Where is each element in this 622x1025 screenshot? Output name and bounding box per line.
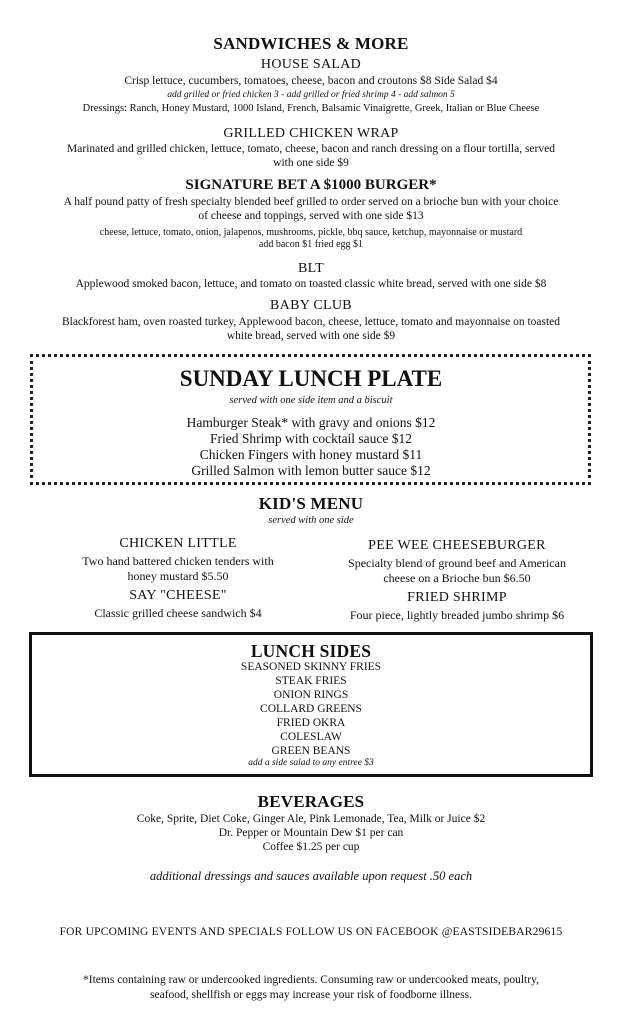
fried-shrimp-desc: Four piece, lightly breaded jumbo shrimp $6 [349,608,565,622]
sunday-heading: SUNDAY LUNCH PLATE [179,366,443,391]
blt-name: BLT [297,261,325,276]
sides-heading: LUNCH SIDES [250,641,372,661]
say-cheese-desc: Classic grilled cheese sandwich $4 [94,606,262,620]
beverages-heading: BEVERAGES [257,792,365,811]
burger-toppings: cheese, lettuce, tomato, onion, jalapenos, mushrooms, pickle, bbq sauce, ketchup, mayonnaise or mustard [99,227,523,238]
club-desc-line1: Blackforest ham, oven roasted turkey, Applewood bacon, cheese, lettuce, tomato and mayonnaise on toasted [61,316,561,328]
house-salad-desc: Crisp lettuce, cucumbers, tomatoes, cheese, bacon and croutons $8 Side Salad $4 [124,75,498,87]
chicken-little-desc-line1: Two hand battered chicken tenders with [82,554,274,568]
burger-extras: add bacon $1 fried egg $1 [258,239,364,250]
pee-wee-desc-line1: Specialty blend of ground beef and American [348,556,566,570]
side-item: SEASONED SKINNY FRIES [240,661,382,673]
fried-shrimp-name: FRIED SHRIMP [407,590,507,605]
sunday-subtitle: served with one side item and a biscuit [229,395,393,406]
kids-subtitle: served with one side [268,515,354,526]
chicken-little-name: CHICKEN LITTLE [119,536,237,551]
dressings-note: additional dressings and sauces available upon request .50 each [149,869,473,883]
pee-wee-name: PEE WEE CHEESEBURGER [368,538,546,553]
house-salad-name: HOUSE SALAD [260,57,362,72]
side-item: STEAK FRIES [275,675,347,687]
side-item: FRIED OKRA [276,717,346,729]
wrap-name: GRILLED CHICKEN WRAP [223,126,399,141]
sunday-item: Hamburger Steak* with gravy and onions $12 [186,415,436,430]
facebook-note: FOR UPCOMING EVENTS AND SPECIALS FOLLOW US ON FACEBOOK @EASTSIDEBAR29615 [59,926,563,938]
wrap-desc-line2: with one side $9 [273,157,349,169]
beverages-line1: Coke, Sprite, Diet Coke, Ginger Ale, Pink Lemonade, Tea, Milk or Juice $2 [136,813,486,825]
side-item: GREEN BEANS [271,745,351,757]
kids-right-column [318,538,596,623]
kids-left-column [40,536,316,621]
disclaimer-line1: *Items containing raw or undercooked ingredients. Consuming raw or undercooked meats, poultry, [83,974,539,986]
house-salad-dressings: Dressings: Ranch, Honey Mustard, 1000 Island, French, Balsamic Vinaigrette, Greek, Italian or Blue Cheese [82,103,540,114]
wrap-desc-line1: Marinated and grilled chicken, lettuce, tomato, cheese, bacon and ranch dressing on a flour tortilla, served [67,143,555,155]
house-salad-addons: add grilled or fried chicken 3 - add grilled or fried shrimp 4 - add salmon 5 [167,90,455,100]
pee-wee-desc-line2: cheese on a Brioche bun $6.50 [383,571,531,585]
burger-desc-line2: of cheese and toppings, served with one side $13 [198,210,424,222]
club-desc-line2: white bread, served with one side $9 [226,330,396,342]
sunday-item: Fried Shrimp with cocktail sauce $12 [209,431,413,446]
burger-desc-line1: A half pound patty of fresh specialty blended beef grilled to order served on a brioche bun with your choice [63,196,559,208]
beverages-line3: Coffee $1.25 per cup [262,841,360,853]
side-item: COLESLAW [280,731,342,743]
side-item: COLLARD GREENS [260,703,362,715]
burger-name: SIGNATURE BET A $1000 BURGER* [185,177,437,193]
sunday-item: Chicken Fingers with honey mustard $11 [199,447,423,462]
side-item: ONION RINGS [273,689,349,701]
sunday-item: Grilled Salmon with lemon butter sauce $12 [191,463,431,478]
sides-note: add a side salad to any entree $3 [248,758,374,768]
disclaimer-line2: seafood, shellfish or eggs may increase your risk of foodborne illness. [150,989,472,1001]
blt-desc: Applewood smoked bacon, lettuce, and tomato on toasted classic white bread, served with one side $8 [75,278,547,290]
sandwiches-heading: SANDWICHES & MORE [213,34,409,53]
chicken-little-desc-line2: honey mustard $5.50 [127,569,229,583]
say-cheese-name: SAY "CHEESE" [129,588,227,603]
kids-heading: KID'S MENU [258,494,364,513]
club-name: BABY CLUB [270,298,352,313]
beverages-line2: Dr. Pepper or Mountain Dew $1 per can [218,827,404,839]
